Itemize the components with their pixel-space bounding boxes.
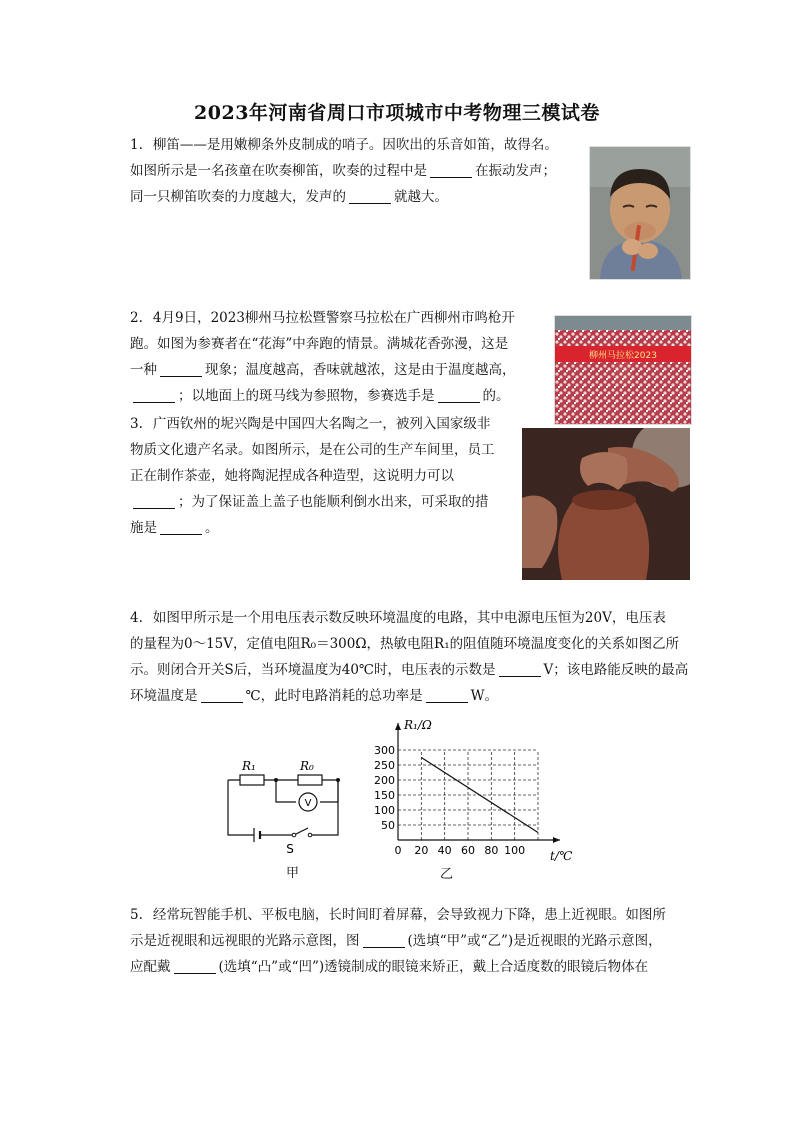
question-text: 一种	[130, 362, 157, 378]
question-2	[130, 305, 516, 409]
question-number: 5.	[130, 907, 143, 923]
y-axis-label: R₁/Ω	[404, 718, 432, 732]
marathon-photo	[554, 315, 692, 425]
question-text: 物质文化遗产名录。如图所示，是在公司的生产车间里，员工	[130, 442, 495, 458]
question-text: ℃，此时电路消耗的总功率是	[245, 688, 423, 704]
question-number: 3.	[130, 416, 143, 432]
question-text: 如图甲所示是一个用电压表示数反映环境温度的电路，其中电源电压恒为20V，电压表	[152, 610, 666, 626]
question-5	[130, 902, 666, 980]
answer-blank[interactable]	[174, 959, 216, 974]
question-text: ；以地面上的斑马线为参照物，参赛选手是	[178, 388, 435, 404]
question-text: 在振动发声；	[475, 163, 556, 179]
question-text: (选填“甲”或“乙”)是近视眼的光路示意图，	[407, 933, 662, 949]
circuit-diagram	[220, 755, 350, 855]
child-flute-photo	[589, 146, 691, 280]
x-axis-arrow	[553, 837, 560, 843]
question-text: (选填“凸”或“凹”)透镜制成的眼镜来矫正，戴上合适度数的眼镜后物体在	[218, 959, 649, 975]
question-text: 的。	[482, 388, 510, 404]
answer-blank[interactable]	[201, 688, 243, 703]
switch-label: S	[286, 842, 294, 855]
answer-blank[interactable]	[363, 933, 405, 948]
switch-s[interactable]	[294, 828, 308, 835]
r1-label: R₁	[242, 759, 256, 773]
question-text: V；该电路能反映的最高	[543, 662, 689, 678]
answer-blank[interactable]	[133, 494, 175, 509]
resistor-r0	[298, 775, 322, 785]
x-tick-label: 40	[437, 844, 452, 857]
y-tick-label: 250	[374, 759, 395, 772]
resistance-temperature-graph	[360, 715, 580, 865]
question-text: 经常玩智能手机、平板电脑，长时间盯着屏幕，会导致视力下降，患上近视眼。如图所	[152, 907, 666, 923]
x-tick-label: 80	[484, 844, 499, 857]
answer-blank[interactable]	[133, 388, 175, 403]
graph-grid	[398, 750, 538, 840]
y-tick-label: 100	[374, 804, 395, 817]
pottery-photo	[522, 428, 690, 580]
question-text: 就越大。	[394, 189, 448, 205]
answer-blank[interactable]	[160, 362, 202, 377]
question-text: 同一只柳笛吹奏的力度越大，发声的	[130, 189, 346, 205]
x-tick-label: 20	[414, 844, 429, 857]
question-text: 如图所示是一名孩童在吹奏柳笛，吹奏的过程中是	[130, 163, 427, 179]
y-tick-label: 200	[374, 774, 395, 787]
answer-blank[interactable]	[438, 388, 480, 403]
x-tick-label: 0	[394, 844, 402, 857]
question-number: 1.	[130, 137, 143, 153]
question-text: 正在制作茶壶，她将陶泥捏成各种造型，这说明力可以	[130, 468, 454, 484]
question-1	[130, 132, 558, 210]
answer-blank[interactable]	[430, 163, 472, 178]
question-text: W。	[470, 688, 498, 704]
answer-blank[interactable]	[499, 662, 541, 677]
question-text: 4月9日，2023柳州马拉松暨警察马拉松在广西柳州市鸣枪开	[152, 310, 515, 326]
question-text: 应配戴	[130, 959, 171, 975]
answer-blank[interactable]	[160, 520, 202, 535]
question-text: 跑。如图为参赛者在“花海”中奔跑的情景。满城花香弥漫，这是	[130, 336, 509, 352]
question-text: 示是近视眼和远视眼的光路示意图，图	[130, 933, 360, 949]
question-text: 。	[205, 520, 219, 536]
question-text: 广西钦州的坭兴陶是中国四大名陶之一，被列入国家级非	[152, 416, 491, 432]
y-tick-label: 150	[374, 789, 395, 802]
x-tick-label: 100	[504, 844, 526, 857]
x-tick-label: 60	[461, 844, 475, 857]
circuit-caption: 甲	[286, 866, 300, 881]
page-title: 2023年河南省周口市项城市中考物理三模试卷	[194, 102, 600, 124]
question-text: 示。则闭合开关S后，当环境温度为40℃时，电压表的示数是	[130, 662, 496, 678]
question-number: 4.	[130, 610, 143, 626]
question-3	[130, 411, 495, 541]
y-tick-label: 50	[381, 819, 395, 832]
resistor-r1	[240, 775, 264, 785]
question-number: 2.	[130, 310, 143, 326]
y-axis-arrow	[395, 723, 401, 730]
r0-label: R₀	[300, 759, 314, 773]
voltmeter-label: V	[304, 798, 312, 809]
x-axis-label: t/℃	[550, 849, 573, 863]
race-banner-text: 柳州马拉松2023	[589, 351, 657, 361]
graph-caption: 乙	[440, 867, 454, 882]
question-text: 的量程为0～15V，定值电阻R₀＝300Ω，热敏电阻R₁的阻值随环境温度变化的关系如图乙所	[130, 636, 680, 652]
question-text: 柳笛——是用嫩柳条外皮制成的哨子。因吹出的乐音如笛，故得名。	[152, 137, 558, 153]
question-text: 环境温度是	[130, 688, 198, 704]
question-4	[130, 605, 688, 709]
y-tick-label: 300	[374, 744, 395, 757]
question-text: 施是	[130, 520, 157, 536]
answer-blank[interactable]	[349, 189, 391, 204]
question-text: ；为了保证盖上盖子也能顺利倒水出来，可采取的措	[178, 494, 489, 510]
answer-blank[interactable]	[426, 688, 468, 703]
question-text: 现象；温度越高，香味就越浓，这是由于温度越高，	[205, 362, 516, 378]
